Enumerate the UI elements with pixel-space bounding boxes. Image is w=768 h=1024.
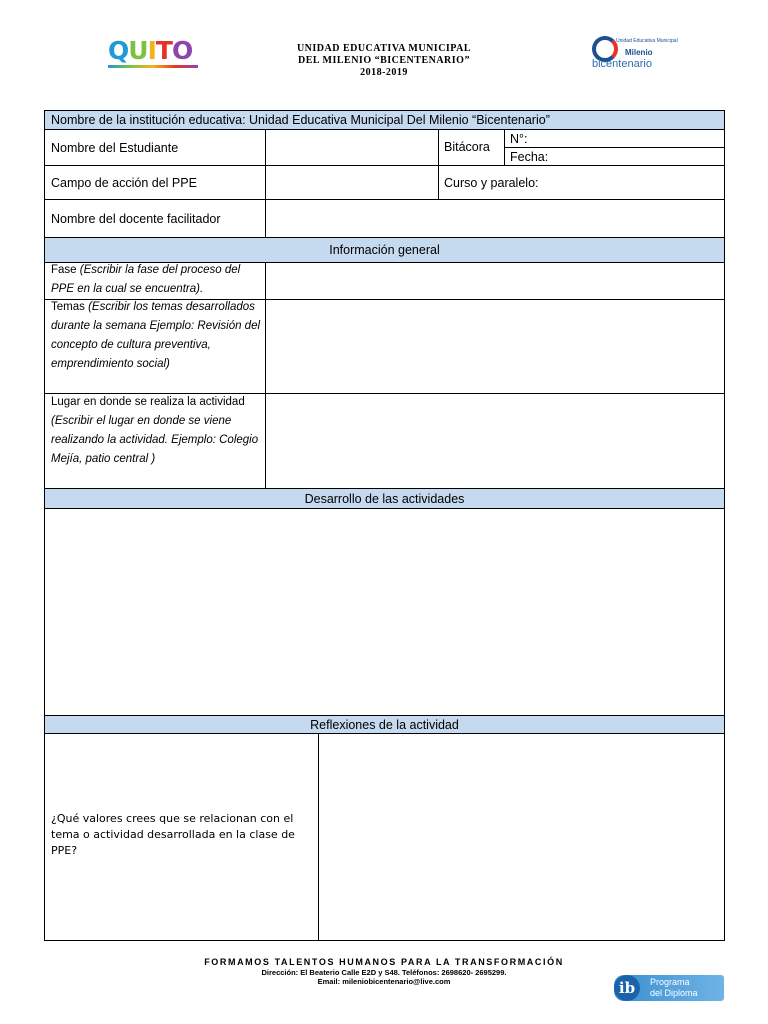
temas-field[interactable]	[266, 300, 723, 393]
lugar-field[interactable]	[266, 394, 723, 488]
curso-label: Curso y paralelo:	[444, 176, 539, 190]
quito-logo	[108, 38, 198, 72]
fase-field[interactable]	[266, 263, 723, 299]
reflexiones-answer-field[interactable]	[319, 734, 723, 940]
reflexiones-header: Reflexiones de la actividad	[310, 718, 459, 732]
info-general-header: Información general	[329, 243, 440, 257]
school-year: 2018-2019	[360, 67, 408, 78]
footer-address: Dirección: El Beaterio Calle E2D y S48. Teléfonos: 2698620- 2695299.	[261, 968, 507, 977]
student-name-field[interactable]	[266, 130, 438, 165]
ib-icon: ib	[614, 975, 640, 1001]
school-title-line1: UNIDAD EDUCATIVA MUNICIPAL	[296, 43, 472, 54]
school-title	[230, 43, 538, 79]
bicentenario-logo: Unidad Educativa Municipal Milenio bicentenario	[592, 38, 678, 70]
values-question: ¿Qué valores crees que se relacionan con el tema o actividad desarrollada en la clase de PPE?	[51, 812, 295, 857]
school-title-line2: DEL MILENIO “BICENTENARIO”	[298, 55, 470, 66]
desarrollo-header: Desarrollo de las actividades	[304, 492, 465, 506]
campo-label: Campo de acción del PPE	[51, 176, 197, 190]
number-label: N°:	[510, 132, 528, 146]
docente-label: Nombre del docente facilitador	[51, 212, 221, 226]
footer-email: Email: mileniobicentenario@live.com	[317, 977, 451, 986]
footer-slogan: FORMAMOS TALENTOS HUMANOS PARA LA TRANSFORMACIÓN	[204, 957, 564, 967]
docente-field[interactable]	[266, 200, 723, 237]
desarrollo-field[interactable]	[46, 509, 723, 715]
number-field[interactable]	[555, 130, 723, 146]
ib-diploma-logo: ib Programa del Diploma	[614, 975, 724, 1001]
fase-label: Fase (Escribir la fase del proceso del PPE en la cual se encuentra).	[51, 264, 241, 295]
date-field[interactable]	[555, 148, 723, 164]
quito-logo-wordmark: QUITO	[108, 36, 193, 65]
page-header	[0, 0, 768, 100]
temas-label: Temas (Escribir los temas desarrollados durante la semana Ejemplo: Revisión del concepto de cultura preventiva, emprendimiento social)	[51, 301, 261, 370]
date-label: Fecha:	[510, 150, 549, 164]
institution-name: Nombre de la institución educativa: Unidad Educativa Municipal Del Milenio “Bicentenario”	[51, 113, 550, 127]
student-label: Nombre del Estudiante	[51, 141, 179, 155]
bitacora-label: Bitácora	[444, 140, 490, 154]
lugar-label: Lugar en donde se realiza la actividad (Escribir el lugar en donde se viene realizando la actividad. Ejemplo: Colegio Mejía, patio central )	[51, 396, 259, 465]
page-footer	[0, 955, 768, 1024]
bitacora-form	[44, 110, 725, 941]
campo-field[interactable]	[266, 166, 438, 199]
